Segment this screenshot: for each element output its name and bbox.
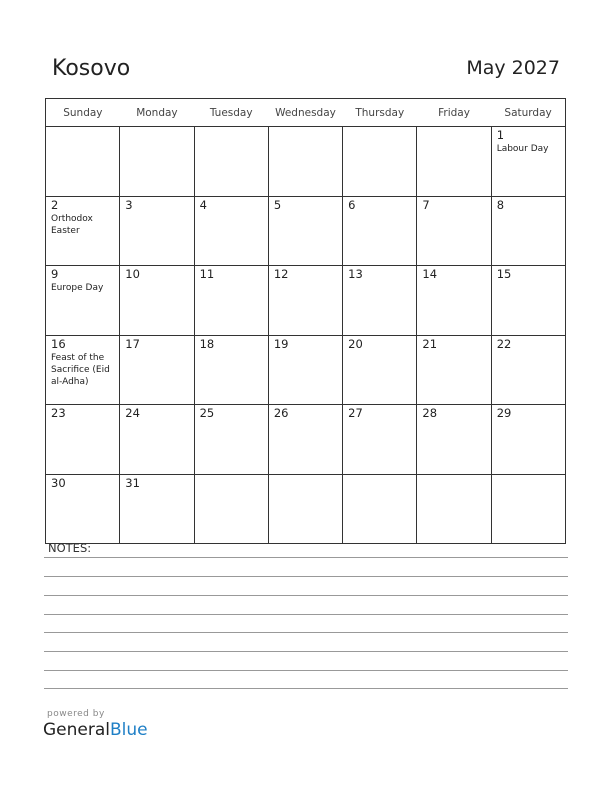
day-cell[interactable] (46, 127, 120, 197)
brand-blue: Blue (110, 720, 148, 740)
day-number: 27 (348, 406, 363, 420)
notes-line (44, 595, 568, 596)
day-cell[interactable] (343, 127, 417, 197)
day-number: 21 (422, 336, 438, 351)
day-cell[interactable] (268, 266, 342, 336)
day-cell[interactable] (343, 196, 417, 266)
day-cell[interactable] (343, 335, 417, 405)
day-cell[interactable] (120, 127, 194, 197)
day-cell[interactable] (46, 266, 120, 336)
day-cell[interactable] (194, 266, 268, 336)
notes-line (44, 670, 568, 671)
day-number: 12 (273, 267, 289, 281)
week-row (46, 474, 566, 544)
day-number: 28 (422, 406, 438, 420)
day-number: 29 (496, 406, 512, 420)
notes-line (44, 651, 568, 652)
day-number: 20 (348, 336, 363, 351)
day-number: 8 (496, 197, 505, 212)
day-cell[interactable] (46, 405, 120, 475)
day-cell[interactable] (343, 405, 417, 475)
weekday-header-row (46, 99, 566, 127)
day-cell[interactable] (343, 474, 417, 544)
day-number: 14 (422, 267, 438, 281)
day-cell[interactable] (194, 335, 268, 405)
day-number: 11 (199, 267, 215, 281)
day-cell[interactable] (120, 266, 194, 336)
weekday-header: Monday (120, 99, 194, 127)
day-cell[interactable] (268, 405, 342, 475)
day-number: 7 (422, 197, 430, 212)
day-number: 4 (199, 197, 207, 212)
day-cell[interactable] (46, 474, 120, 544)
week-row (46, 266, 566, 336)
day-cell[interactable] (194, 405, 268, 475)
day-number: 31 (125, 475, 140, 490)
day-number: 26 (273, 406, 289, 420)
day-number: 1 (496, 128, 505, 142)
day-cell[interactable] (417, 405, 491, 475)
calendar-grid (45, 98, 566, 544)
day-number: 15 (496, 267, 512, 281)
day-cell[interactable] (491, 266, 565, 336)
day-number: 17 (125, 336, 140, 351)
holiday-label: Feast of the Sacrifice (Eid al-Adha) (51, 352, 110, 387)
day-cell[interactable] (343, 266, 417, 336)
day-cell[interactable] (491, 335, 565, 405)
day-number: 3 (125, 197, 133, 212)
holiday-label: Europe Day (51, 283, 104, 293)
notes-line (44, 688, 568, 689)
brand-general: General (43, 720, 110, 740)
generalblue-logo[interactable] (43, 720, 148, 740)
week-row (46, 335, 566, 405)
weekday-header: Thursday (343, 99, 417, 127)
day-number: 24 (125, 406, 140, 420)
day-number: 22 (496, 336, 512, 351)
day-cell[interactable] (120, 335, 194, 405)
week-row (46, 127, 566, 197)
day-cell[interactable] (194, 196, 268, 266)
day-cell[interactable] (268, 335, 342, 405)
day-cell[interactable] (194, 474, 268, 544)
day-number: 6 (348, 197, 356, 212)
day-cell[interactable] (491, 405, 565, 475)
day-number: 18 (199, 336, 215, 351)
notes-line (44, 632, 568, 633)
day-cell[interactable] (46, 335, 120, 405)
notes-line (44, 576, 568, 577)
day-cell[interactable] (417, 196, 491, 266)
day-cell[interactable] (268, 127, 342, 197)
day-cell[interactable] (120, 196, 194, 266)
day-cell[interactable] (491, 474, 565, 544)
weekday-header: Wednesday (268, 99, 342, 127)
day-number: 30 (51, 475, 66, 490)
day-cell[interactable] (417, 474, 491, 544)
notes-line (44, 614, 568, 615)
day-cell[interactable] (268, 474, 342, 544)
powered-by-text: powered by (47, 709, 105, 719)
day-cell[interactable] (120, 474, 194, 544)
day-number: 23 (51, 406, 66, 420)
week-row (46, 405, 566, 475)
week-row (46, 196, 566, 266)
country-title: Kosovo (52, 56, 131, 81)
day-number: 5 (273, 197, 282, 212)
day-number: 9 (51, 267, 59, 281)
day-cell[interactable] (417, 266, 491, 336)
weekday-header: Sunday (46, 99, 120, 127)
day-cell[interactable] (120, 405, 194, 475)
holiday-label: Labour Day (496, 144, 549, 154)
day-cell[interactable] (46, 196, 120, 266)
notes-line (44, 557, 568, 558)
day-cell[interactable] (491, 127, 565, 197)
weekday-header: Saturday (491, 99, 565, 127)
day-cell[interactable] (268, 196, 342, 266)
day-number: 16 (51, 336, 66, 351)
day-cell[interactable] (194, 127, 268, 197)
day-cell[interactable] (417, 335, 491, 405)
notes-label: NOTES: (48, 541, 92, 555)
holiday-label: Orthodox Easter (51, 213, 93, 236)
day-number: 10 (125, 267, 140, 281)
day-number: 2 (51, 197, 59, 212)
day-cell[interactable] (491, 196, 565, 266)
month-title: May 2027 (466, 57, 560, 79)
day-number: 25 (199, 406, 215, 420)
weekday-header: Friday (417, 99, 491, 127)
day-cell[interactable] (417, 127, 491, 197)
weekday-header: Tuesday (194, 99, 268, 127)
day-number: 19 (273, 336, 289, 351)
day-number: 13 (348, 267, 363, 281)
